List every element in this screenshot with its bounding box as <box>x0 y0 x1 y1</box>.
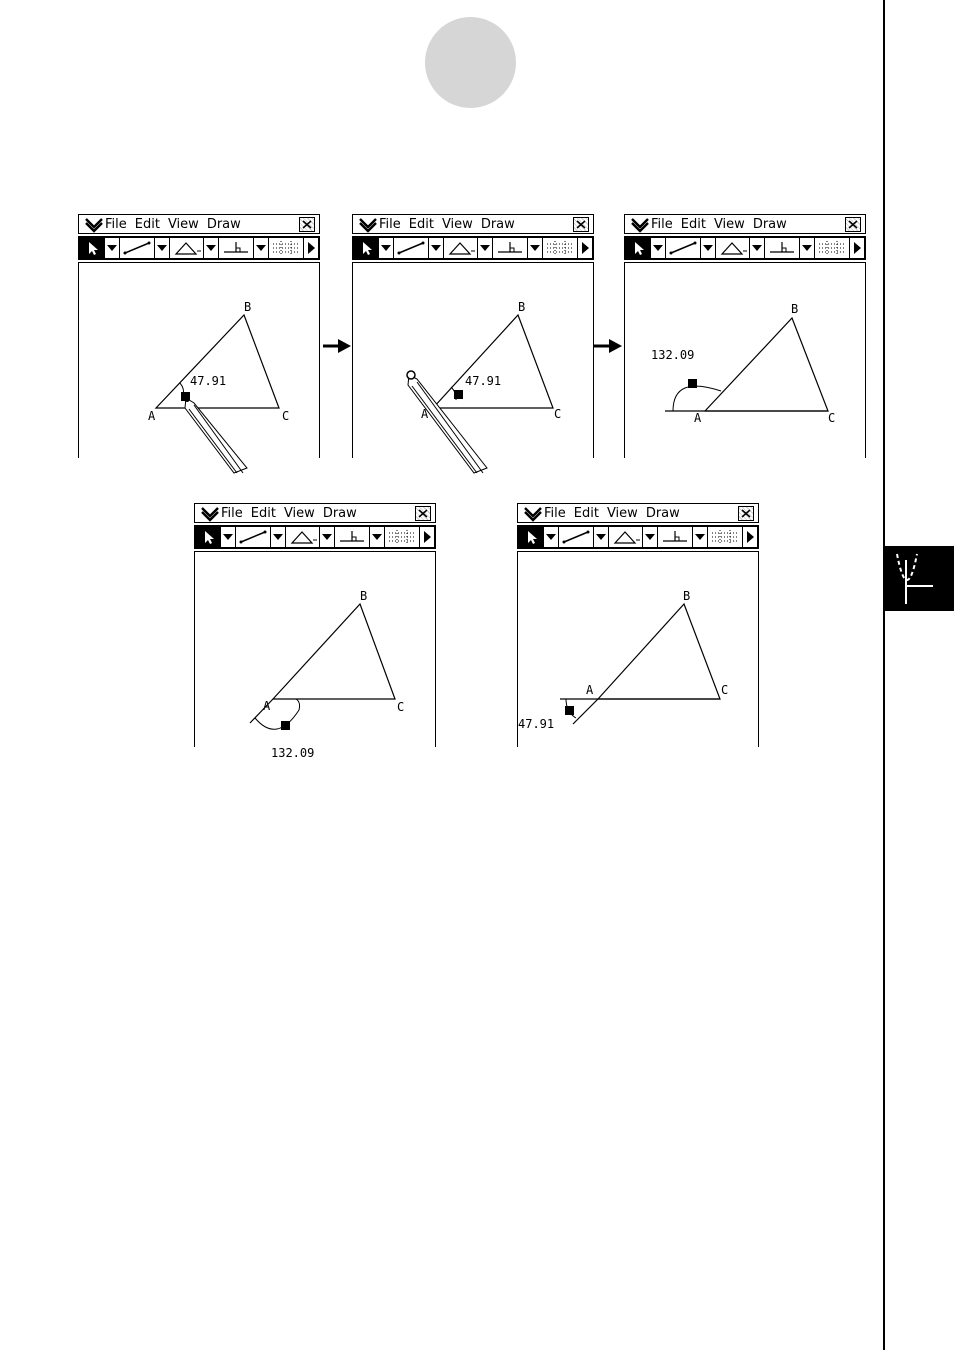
chevron-down-icon[interactable] <box>651 238 665 258</box>
chevron-down-icon[interactable] <box>478 238 492 258</box>
chevron-down-icon[interactable] <box>370 527 384 547</box>
point-label-c: C <box>397 700 405 714</box>
menu-file[interactable]: File <box>221 505 243 521</box>
triangle-abc[interactable] <box>156 315 279 408</box>
pointer-icon[interactable] <box>519 527 543 547</box>
geometry-canvas[interactable] <box>194 551 436 760</box>
chevron-down-icon[interactable] <box>221 527 235 547</box>
double-chevron-icon[interactable] <box>522 505 544 521</box>
menu-edit[interactable]: Edit <box>573 505 599 521</box>
chevron-down-icon[interactable] <box>204 238 218 258</box>
angle-measure[interactable]: 47.91 <box>465 374 502 388</box>
grid-icon[interactable] <box>543 238 577 258</box>
menu-bar <box>352 214 594 234</box>
triangle-abc[interactable] <box>273 604 395 699</box>
point-label-c: C <box>721 683 729 697</box>
angle-arc <box>255 699 300 729</box>
point-label-b: B <box>244 300 252 314</box>
grid-icon[interactable] <box>708 527 742 547</box>
menu-file[interactable]: File <box>379 216 401 232</box>
close-icon[interactable] <box>573 217 589 232</box>
chevron-down-icon[interactable] <box>528 238 542 258</box>
chapter-circle-tab <box>425 17 516 108</box>
chevron-down-icon[interactable] <box>429 238 443 258</box>
triangle-icon[interactable] <box>170 238 204 258</box>
angle-handle[interactable] <box>688 379 697 388</box>
triangle-icon[interactable] <box>286 527 320 547</box>
angle-handle[interactable] <box>281 721 290 730</box>
angle-measure[interactable]: 132.09 <box>651 348 695 362</box>
line-segment-icon[interactable] <box>394 238 428 258</box>
menu-bar <box>517 503 759 523</box>
geometry-canvas[interactable] <box>624 262 866 458</box>
right-arrow-icon[interactable] <box>850 238 864 258</box>
chevron-down-icon[interactable] <box>320 527 334 547</box>
toolbar <box>517 525 759 549</box>
menu-draw[interactable]: Draw <box>206 216 241 232</box>
point-label-b: B <box>518 300 526 314</box>
pointer-icon[interactable] <box>80 238 104 258</box>
menu-file[interactable]: File <box>651 216 673 232</box>
angle-measure[interactable]: 47.91 <box>518 717 555 731</box>
angle-measure[interactable]: 132.09 <box>271 746 315 760</box>
double-chevron-icon[interactable] <box>83 216 105 232</box>
chevron-down-icon[interactable] <box>594 527 608 547</box>
menu-view[interactable]: View <box>606 505 638 521</box>
grid-icon[interactable] <box>269 238 303 258</box>
triangle-abc[interactable] <box>433 315 553 408</box>
point-label-a: A <box>694 411 702 425</box>
point-label-a: A <box>421 407 429 421</box>
menu-bar <box>624 214 866 234</box>
perpendicular-icon[interactable] <box>335 527 369 547</box>
calculator-screen-5 <box>517 503 759 747</box>
toolbar <box>624 236 866 260</box>
chevron-down-icon[interactable] <box>254 238 268 258</box>
toolbar <box>78 236 320 260</box>
close-icon[interactable] <box>299 217 315 232</box>
menu-draw[interactable]: Draw <box>322 505 357 521</box>
calculator-screen-1 <box>78 214 320 458</box>
toolbar <box>352 236 594 260</box>
point-label-b: B <box>360 589 368 603</box>
triangle-icon[interactable] <box>444 238 478 258</box>
point-label-b: B <box>791 302 799 316</box>
toolbar <box>194 525 436 549</box>
point-label-c: C <box>554 407 562 421</box>
close-icon[interactable] <box>738 506 754 521</box>
menu-draw[interactable]: Draw <box>480 216 515 232</box>
perpendicular-icon[interactable] <box>765 238 799 258</box>
triangle-abc[interactable] <box>705 318 828 411</box>
menu-file[interactable]: File <box>544 505 566 521</box>
line-segment-icon[interactable] <box>559 527 593 547</box>
menu-view[interactable]: View <box>283 505 315 521</box>
double-chevron-icon[interactable] <box>357 216 379 232</box>
pointer-icon[interactable] <box>626 238 650 258</box>
menu-bar <box>194 503 436 523</box>
graph-tab-icon <box>885 546 954 611</box>
line-segment-icon[interactable] <box>236 527 270 547</box>
calculator-screen-2 <box>352 214 594 458</box>
close-icon[interactable] <box>415 506 431 521</box>
geometry-canvas[interactable] <box>352 262 594 458</box>
menu-draw[interactable]: Draw <box>752 216 787 232</box>
triangle-icon[interactable] <box>716 238 750 258</box>
perpendicular-icon[interactable] <box>219 238 253 258</box>
point-label-a: A <box>148 409 156 423</box>
chevron-down-icon[interactable] <box>693 527 707 547</box>
page-margin-rule <box>883 0 885 1350</box>
point-label-a: A <box>586 683 594 697</box>
right-arrow-icon[interactable] <box>578 238 592 258</box>
angle-arc <box>673 386 721 411</box>
menu-edit[interactable]: Edit <box>250 505 276 521</box>
perpendicular-icon[interactable] <box>493 238 527 258</box>
menu-view[interactable]: View <box>167 216 199 232</box>
triangle-icon[interactable] <box>609 527 643 547</box>
chevron-down-icon[interactable] <box>544 527 558 547</box>
calculator-screen-4 <box>194 503 436 760</box>
close-icon[interactable] <box>845 217 861 232</box>
chevron-down-icon[interactable] <box>105 238 119 258</box>
chevron-down-icon[interactable] <box>750 238 764 258</box>
right-arrow-icon[interactable] <box>304 238 318 258</box>
chevron-down-icon[interactable] <box>800 238 814 258</box>
point-label-a: A <box>263 699 271 713</box>
line-segment-icon[interactable] <box>120 238 154 258</box>
pointer-icon[interactable] <box>196 527 220 547</box>
right-arrow-icon[interactable] <box>420 527 434 547</box>
menu-bar <box>78 214 320 234</box>
chevron-down-icon[interactable] <box>379 238 393 258</box>
menu-edit[interactable]: Edit <box>680 216 706 232</box>
flow-arrow-icon <box>593 338 623 354</box>
calculator-screen-3 <box>624 214 866 458</box>
angle-handle[interactable] <box>565 706 574 715</box>
chevron-down-icon[interactable] <box>271 527 285 547</box>
menu-file[interactable]: File <box>105 216 127 232</box>
menu-edit[interactable]: Edit <box>408 216 434 232</box>
chevron-down-icon[interactable] <box>701 238 715 258</box>
flow-arrow-icon <box>322 338 352 354</box>
point-label-b: B <box>683 589 691 603</box>
pointer-icon[interactable] <box>354 238 378 258</box>
grid-icon[interactable] <box>385 527 419 547</box>
angle-handle[interactable] <box>454 390 463 399</box>
double-chevron-icon[interactable] <box>199 505 221 521</box>
point-label-c: C <box>828 411 836 425</box>
line-segment-icon[interactable] <box>666 238 700 258</box>
menu-view[interactable]: View <box>713 216 745 232</box>
geometry-canvas[interactable] <box>517 551 759 747</box>
chevron-down-icon[interactable] <box>155 238 169 258</box>
menu-draw[interactable]: Draw <box>645 505 680 521</box>
chevron-down-icon[interactable] <box>643 527 657 547</box>
extended-side-line[interactable] <box>573 699 598 724</box>
section-side-tab <box>885 546 954 611</box>
grid-icon[interactable] <box>815 238 849 258</box>
menu-edit[interactable]: Edit <box>134 216 160 232</box>
angle-measure[interactable]: 47.91 <box>190 374 227 388</box>
triangle-abc[interactable] <box>598 604 720 699</box>
menu-view[interactable]: View <box>441 216 473 232</box>
double-chevron-icon[interactable] <box>629 216 651 232</box>
geometry-canvas[interactable] <box>78 262 320 458</box>
perpendicular-icon[interactable] <box>658 527 692 547</box>
point-label-c: C <box>282 409 290 423</box>
right-arrow-icon[interactable] <box>743 527 757 547</box>
